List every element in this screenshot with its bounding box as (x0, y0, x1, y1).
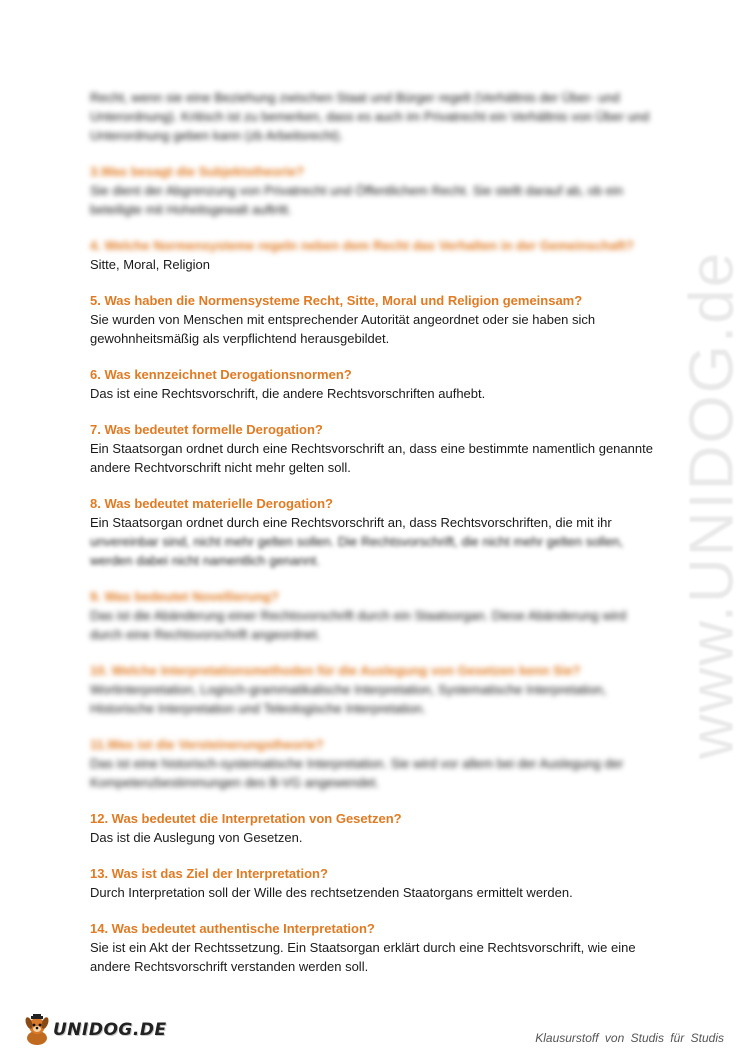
question-5: 5. Was haben die Normensysteme Recht, Sitte, Moral und Religion gemeinsam? (90, 293, 583, 308)
question-13: 13. Was ist das Ziel der Interpretation? (90, 866, 328, 881)
qa-item-11 (90, 735, 662, 792)
answer-8-continued: unvereinbar sind, nicht mehr gelten sollen. Die Rechtsvorschrift, die nicht mehr gelten sollen, werden dabei nicht namentlich genannt. (90, 534, 624, 568)
question-10: 10. Welche Interpretationsmethoden für die Auslegung von Gesetzen kenn Sie? (90, 663, 581, 678)
answer-5: Sie wurden von Menschen mit entsprechender Autorität angeordnet oder sie haben sich gewohnheitsmäßig als verpflichtend herausgebildet. (90, 312, 596, 346)
qa-item-12 (90, 809, 662, 847)
answer-13: Durch Interpretation soll der Wille des rechtsetzenden Staatorgans ermittelt werden. (90, 885, 573, 900)
answer-4: Sitte, Moral, Religion (90, 257, 210, 272)
page-content (90, 88, 662, 993)
question-11: 11.Was ist die Versteinerungstheorie? (90, 737, 324, 752)
answer-14: Sie ist ein Akt der Rechtssetzung. Ein Staatsorgan erklärt durch eine Rechtsvorschrift, wie eine andere Rechtsvorschrift verstanden werden soll. (90, 940, 636, 974)
answer-12: Das ist die Auslegung von Gesetzen. (90, 830, 303, 845)
qa-item-10 (90, 661, 662, 718)
qa-item-14 (90, 919, 662, 976)
question-4: 4. Welche Normensysteme regeln neben dem Recht das Verhalten in der Gemeinschaft? (90, 238, 634, 253)
dog-mascot-icon (22, 1014, 52, 1046)
answer-6: Das ist eine Rechtsvorschrift, die andere Rechtsvorschriften aufhebt. (90, 386, 486, 401)
qa-item-5 (90, 291, 662, 348)
answer-11: Das ist eine historisch-systematische Interpretation. Sie wird vor allem bei der Auslegung der Kompetenzbestimmungen des B-VG angewendet. (90, 756, 624, 790)
answer-3: Sie dient der Abgrenzung von Privatrecht und Öffentlichem Recht. Sie stellt darauf ab, ob ein beteiligte mit Hoheitsgewalt auftritt. (90, 183, 624, 217)
footer-tagline: Klausurstoff von Studis für Studis (535, 1031, 724, 1045)
qa-item-9 (90, 587, 662, 644)
question-12: 12. Was bedeutet die Interpretation von Gesetzen? (90, 811, 402, 826)
intro-paragraph (90, 88, 662, 145)
qa-item-6 (90, 365, 662, 403)
watermark: www.UNIDOG.de (677, 250, 747, 760)
intro-text: Recht, wenn sie eine Beziehung zwischen Staat und Bürger regelt (Verhältnis der Über- und Unterordnung). Kritisch ist zu bemerken, dass es auch im Privatrecht ein Verhältnis von Über und Unterordnung geben kann (zb Arbeitsrecht). (90, 90, 650, 143)
answer-8: Ein Staatsorgan ordnet durch eine Rechtsvorschrift an, dass Rechtsvorschriften, die mit ihr (90, 515, 612, 530)
qa-item-13 (90, 864, 662, 902)
logo-text: UNIDOG.DE (53, 1020, 167, 1040)
footer-logo[interactable] (22, 1014, 167, 1046)
question-8: 8. Was bedeutet materielle Derogation? (90, 496, 333, 511)
qa-item-7 (90, 420, 662, 477)
question-7: 7. Was bedeutet formelle Derogation? (90, 422, 323, 437)
qa-item-3 (90, 162, 662, 219)
question-6: 6. Was kennzeichnet Derogationsnormen? (90, 367, 352, 382)
answer-7: Ein Staatsorgan ordnet durch eine Rechtsvorschrift an, dass eine bestimmte namentlich genannte andere Rechtvorschrift nicht mehr gelten soll. (90, 441, 653, 475)
question-3: 3.Was besagt die Subjektstheorie? (90, 164, 305, 179)
qa-item-4 (90, 236, 662, 274)
answer-10: Wortinterpretation, Logisch-grammatikalische Interpretation, Systematische Interpretation, Historische Interpretation und Teleologische Interpretation. (90, 682, 607, 716)
question-9: 9. Was bedeutet Novellierung? (90, 589, 279, 604)
question-14: 14. Was bedeutet authentische Interpretation? (90, 921, 375, 936)
answer-9: Das ist die Abänderung einer Rechtsvorschrift durch ein Staatsorgan. Diese Abänderung wird durch eine Rechtsvorschrift angeordnet. (90, 608, 627, 642)
qa-item-8 (90, 494, 662, 570)
